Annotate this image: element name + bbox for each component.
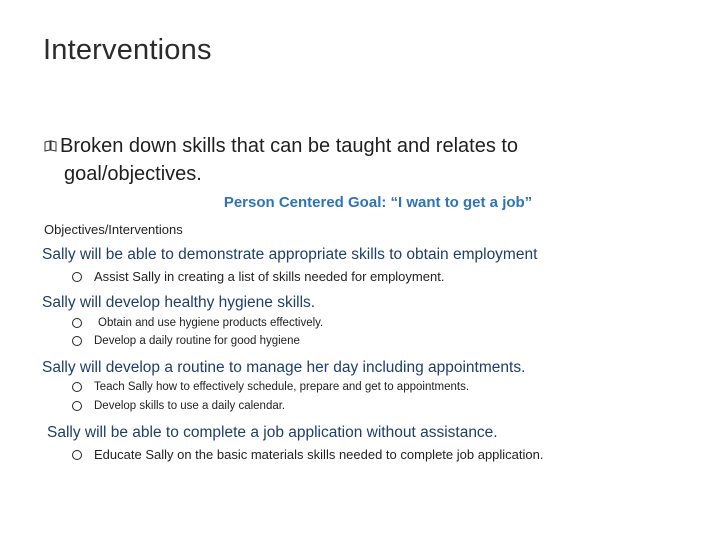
circle-bullet-icon <box>72 382 82 392</box>
intervention-1-1 <box>72 269 444 284</box>
person-centered-goal: Person Centered Goal: “I want to get a job” <box>223 194 533 211</box>
objective-3: Sally will develop a routine to manage her day including appointments. <box>42 359 526 376</box>
intervention-text: Assist Sally in creating a list of skills needed for employment. <box>94 269 445 284</box>
objective-2: Sally will develop healthy hygiene skills. <box>42 294 316 311</box>
circle-bullet-icon <box>72 272 82 282</box>
intervention-4-1 <box>72 447 543 462</box>
intervention-text: Develop skills to use a daily calendar. <box>94 400 286 412</box>
intervention-text: Teach Sally how to effectively schedule, prepare and get to appointments. <box>94 381 470 393</box>
circle-bullet-icon <box>72 450 82 460</box>
intervention-3-1 <box>72 381 469 393</box>
slide-title: Interventions <box>43 34 212 66</box>
circle-bullet-icon <box>72 318 82 328</box>
main-bullet <box>44 132 664 188</box>
main-bullet-line2: goal/objectives. <box>64 163 202 185</box>
objective-4: Sally will be able to complete a job application without assistance. <box>47 424 498 441</box>
intervention-2-2 <box>72 335 300 347</box>
intervention-3-2 <box>72 400 285 412</box>
intervention-text: Develop a daily routine for good hygiene <box>94 335 300 347</box>
intervention-text: Educate Sally on the basic materials skills needed to complete job application. <box>94 447 544 462</box>
main-bullet-line1: Broken down skills that can be taught and relates to <box>60 135 519 157</box>
intervention-text: Obtain and use hygiene products effectively. <box>98 317 324 329</box>
intervention-2-1 <box>72 317 323 329</box>
circle-bullet-icon <box>72 401 82 411</box>
book-bullet-icon <box>44 132 57 145</box>
objective-1: Sally will be able to demonstrate appropriate skills to obtain employment <box>42 246 538 263</box>
circle-bullet-icon <box>72 336 82 346</box>
objectives-label: Objectives/Interventions <box>44 222 183 237</box>
